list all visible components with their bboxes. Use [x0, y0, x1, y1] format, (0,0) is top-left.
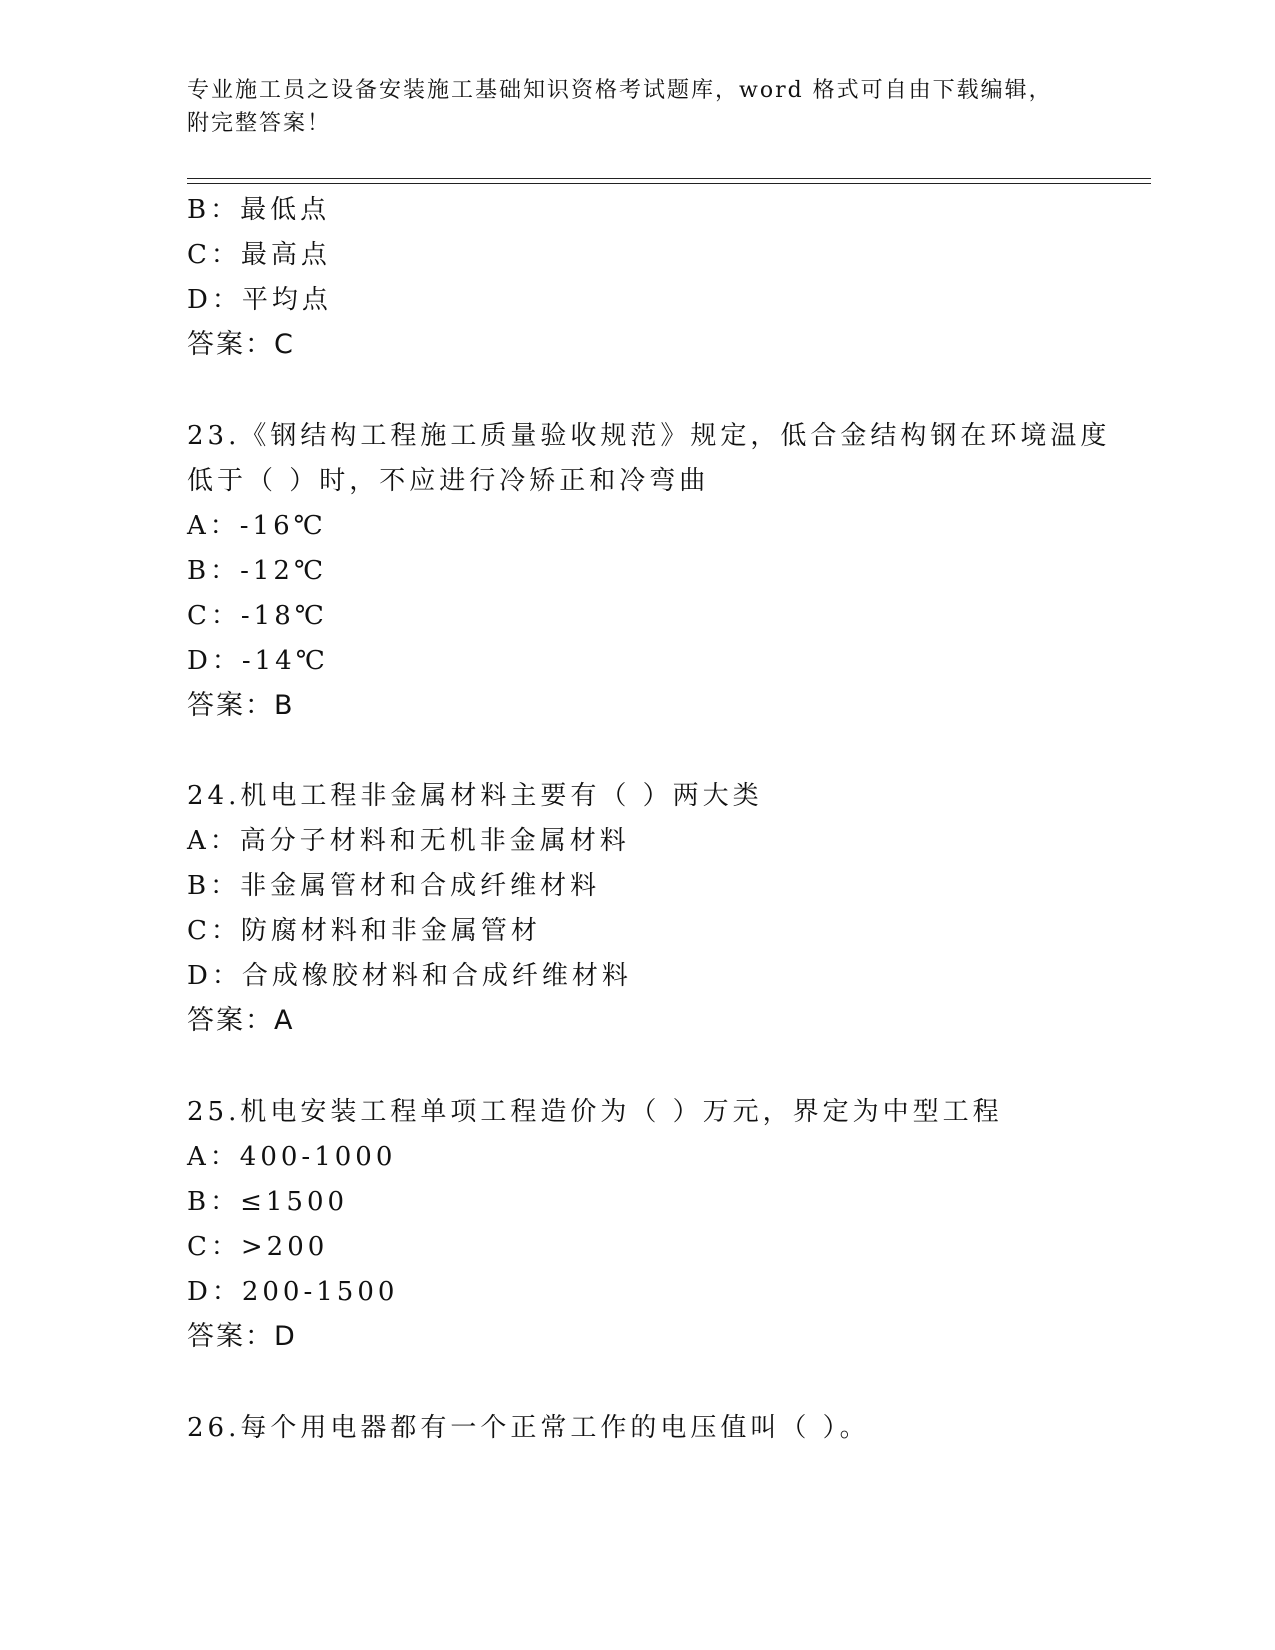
q25-option-b: B：≤1500	[187, 1187, 349, 1217]
q24-answer: 答案：A	[187, 1005, 295, 1036]
q22-option-d: D：平均点	[187, 285, 332, 315]
q22-answer: 答案：C	[187, 329, 295, 360]
header-line-1: 专业施工员之设备安装施工基础知识资格考试题库，word 格式可自由下载编辑，	[187, 78, 1053, 103]
header-rule-top	[187, 178, 1151, 179]
q24-option-b: B：非金属管材和合成纤维材料	[187, 871, 601, 901]
document-header	[187, 74, 1087, 140]
q24-option-c: C：防腐材料和非金属管材	[187, 916, 541, 946]
q23-option-d: D：-14℃	[187, 646, 329, 676]
q24-option-d: D：合成橡胶材料和合成纤维材料	[187, 961, 632, 991]
header-line-2: 附完整答案！	[187, 111, 332, 136]
q23-option-b: B：-12℃	[187, 556, 328, 586]
q23-option-c: C：-18℃	[187, 601, 328, 631]
q23-option-a: A：-16℃	[187, 511, 327, 541]
q26-stem: 26.每个用电器都有一个正常工作的电压值叫（ ）。	[187, 1413, 870, 1443]
q25-option-c: C：>200	[187, 1232, 329, 1262]
q25-option-d: D：200-1500	[187, 1277, 399, 1307]
q22-option-b: B：最低点	[187, 195, 331, 225]
q25-answer: 答案：D	[187, 1321, 297, 1352]
q25-stem: 25.机电安装工程单项工程造价为（ ）万元，界定为中型工程	[187, 1097, 1003, 1127]
q23-answer: 答案：B	[187, 690, 295, 721]
q25-option-a: A：400-1000	[187, 1142, 397, 1172]
q24-stem: 24.机电工程非金属材料主要有（ ）两大类	[187, 781, 763, 811]
q22-option-c: C：最高点	[187, 240, 331, 270]
q23-stem-line-2: 低于（ ）时，不应进行冷矫正和冷弯曲	[187, 466, 710, 496]
q23-stem-line-1: 23.《钢结构工程施工质量验收规范》规定，低合金结构钢在环境温度	[187, 421, 1111, 451]
q24-option-a: A：高分子材料和无机非金属材料	[187, 826, 630, 856]
header-rule-bottom	[187, 183, 1151, 184]
